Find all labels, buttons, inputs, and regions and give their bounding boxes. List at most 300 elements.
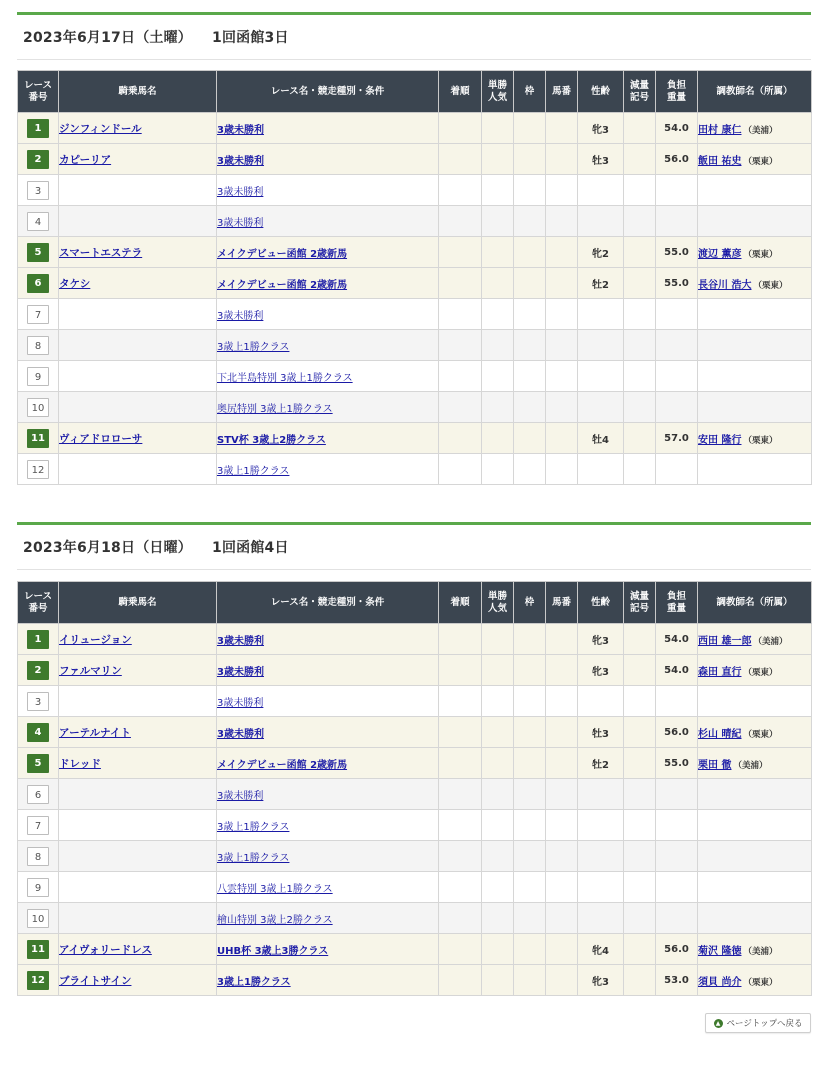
- race-link[interactable]: 3歳未勝利: [217, 155, 264, 167]
- trainer-affiliation: （栗東）: [743, 977, 778, 988]
- race-link[interactable]: 奥尻特別 3歳上1勝クラス: [217, 403, 333, 415]
- race-number-badge: 7: [27, 816, 49, 835]
- popularity-cell: [482, 841, 514, 872]
- race-cell: [217, 454, 439, 485]
- header-weight: [656, 71, 698, 113]
- trainer-cell: [698, 717, 812, 748]
- trainer-cell: [698, 268, 812, 299]
- popularity-cell: [482, 717, 514, 748]
- reduction-cell: [624, 144, 656, 175]
- finish-cell: [439, 872, 482, 903]
- waku-cell: [514, 330, 546, 361]
- trainer-affiliation: （栗東）: [743, 249, 778, 260]
- waku-cell: [514, 686, 546, 717]
- finish-cell: [439, 934, 482, 965]
- finish-cell: [439, 717, 482, 748]
- trainer-affiliation: （美浦）: [743, 125, 778, 136]
- header-race-no: [18, 582, 59, 624]
- trainer-affiliation: （栗東）: [753, 280, 788, 291]
- race-link[interactable]: 3歳未勝利: [217, 697, 264, 709]
- header-reduction-text: 減量: [629, 79, 649, 91]
- header-trainer-text: 調教師名（所属）: [716, 85, 793, 97]
- race-row: [18, 144, 812, 175]
- horse-link[interactable]: アイヴォリードレス: [59, 943, 152, 956]
- race-cell: [217, 268, 439, 299]
- finish-cell: [439, 268, 482, 299]
- race-number-cell: [18, 113, 59, 144]
- horse-cell: [59, 934, 217, 965]
- race-row: [18, 686, 812, 717]
- sex-age-cell: 牝3: [578, 965, 624, 996]
- race-link[interactable]: 3歳未勝利: [217, 728, 264, 740]
- sex-age-cell: 牡3: [578, 144, 624, 175]
- race-row: [18, 268, 812, 299]
- trainer-affiliation: （栗東）: [743, 435, 778, 446]
- horse-cell: [59, 965, 217, 996]
- trainer-link[interactable]: 森田 直行: [698, 666, 742, 678]
- header-horse: [59, 71, 217, 113]
- race-row: [18, 872, 812, 903]
- trainer-cell: [698, 841, 812, 872]
- trainer-cell: [698, 624, 812, 655]
- sex-age-cell: [578, 330, 624, 361]
- trainer-link[interactable]: 菊沢 隆徳: [698, 945, 742, 957]
- trainer-cell: [698, 206, 812, 237]
- reduction-cell: [624, 330, 656, 361]
- finish-cell: [439, 655, 482, 686]
- race-number-cell: [18, 144, 59, 175]
- header-waku-text: 枠: [524, 596, 535, 608]
- race-link[interactable]: 八雲特別 3歳上1勝クラス: [217, 883, 333, 895]
- horse-link[interactable]: タケシ: [59, 277, 91, 290]
- popularity-cell: [482, 454, 514, 485]
- finish-cell: [439, 392, 482, 423]
- waku-cell: [514, 299, 546, 330]
- popularity-cell: [482, 330, 514, 361]
- weight-cell: [656, 175, 698, 206]
- waku-cell: [514, 268, 546, 299]
- trainer-cell: [698, 299, 812, 330]
- race-cell: [217, 779, 439, 810]
- header-row: [18, 71, 812, 113]
- sex-age-cell: [578, 810, 624, 841]
- finish-cell: [439, 206, 482, 237]
- sex-age-cell: [578, 686, 624, 717]
- race-cell: [217, 330, 439, 361]
- trainer-affiliation: （美浦）: [753, 636, 788, 647]
- trainer-link[interactable]: 西田 雄一郎: [698, 635, 752, 647]
- waku-cell: [514, 872, 546, 903]
- header-race-no-text: 番号: [28, 602, 48, 614]
- waku-cell: [514, 454, 546, 485]
- umaban-cell: [546, 624, 578, 655]
- umaban-cell: [546, 872, 578, 903]
- trainer-link[interactable]: 須貝 尚介: [698, 976, 742, 988]
- trainer-affiliation: （美浦）: [733, 760, 768, 771]
- weight-cell: [656, 392, 698, 423]
- race-link[interactable]: UHB杯 3歳上3勝クラス: [217, 945, 329, 957]
- horse-link[interactable]: ファルマリン: [59, 664, 122, 677]
- arrow-up-circle-icon: ▲: [714, 1019, 723, 1028]
- race-link[interactable]: 3歳上1勝クラス: [217, 341, 290, 353]
- race-number-cell: [18, 624, 59, 655]
- race-cell: [217, 624, 439, 655]
- day-title: [17, 525, 811, 570]
- race-number-badge: 6: [27, 274, 49, 293]
- weight-cell: 55.0: [656, 748, 698, 779]
- day-date: 2023年6月17日（土曜）: [23, 30, 192, 46]
- popularity-cell: [482, 748, 514, 779]
- popularity-cell: [482, 655, 514, 686]
- reduction-cell: [624, 934, 656, 965]
- race-row: [18, 454, 812, 485]
- race-number-badge: 1: [27, 119, 49, 138]
- popularity-cell: [482, 779, 514, 810]
- sex-age-cell: 牝2: [578, 237, 624, 268]
- race-row: [18, 206, 812, 237]
- reduction-cell: [624, 206, 656, 237]
- finish-cell: [439, 810, 482, 841]
- finish-cell: [439, 841, 482, 872]
- race-number-badge: 11: [27, 940, 49, 959]
- race-link[interactable]: 3歳未勝利: [217, 635, 264, 647]
- trainer-link[interactable]: 栗田 徹: [698, 759, 732, 771]
- horse-link[interactable]: カピーリア: [59, 153, 112, 166]
- waku-cell: [514, 237, 546, 268]
- horse-cell: [59, 175, 217, 206]
- reduction-cell: [624, 454, 656, 485]
- header-horse-text: 騎乗馬名: [118, 596, 157, 608]
- waku-cell: [514, 748, 546, 779]
- horse-cell: [59, 206, 217, 237]
- header-trainer-text: 調教師名（所属）: [716, 596, 793, 608]
- trainer-cell: [698, 810, 812, 841]
- finish-cell: [439, 175, 482, 206]
- sex-age-cell: [578, 454, 624, 485]
- popularity-cell: [482, 392, 514, 423]
- race-row: [18, 237, 812, 268]
- race-number-badge: 9: [27, 367, 49, 386]
- waku-cell: [514, 624, 546, 655]
- horse-link[interactable]: イリュージョン: [59, 633, 132, 646]
- umaban-cell: [546, 655, 578, 686]
- popularity-cell: [482, 965, 514, 996]
- reduction-cell: [624, 965, 656, 996]
- race-link[interactable]: メイクデビュー函館 2歳新馬: [217, 248, 348, 260]
- reduction-cell: [624, 392, 656, 423]
- umaban-cell: [546, 144, 578, 175]
- race-link[interactable]: メイクデビュー函館 2歳新馬: [217, 279, 348, 291]
- header-race-no-text: 番号: [28, 91, 48, 103]
- race-row: [18, 330, 812, 361]
- race-cell: [217, 423, 439, 454]
- weight-cell: 53.0: [656, 965, 698, 996]
- header-umaban-text: 馬番: [551, 85, 571, 97]
- race-number-badge: 4: [27, 212, 49, 231]
- weight-cell: [656, 779, 698, 810]
- trainer-cell: [698, 934, 812, 965]
- trainer-cell: [698, 113, 812, 144]
- horse-cell: [59, 268, 217, 299]
- sex-age-cell: 牡3: [578, 717, 624, 748]
- race-number-badge: 1: [27, 630, 49, 649]
- trainer-affiliation: （栗東）: [743, 156, 778, 167]
- race-row: [18, 113, 812, 144]
- race-link[interactable]: 檜山特別 3歳上2勝クラス: [217, 914, 333, 926]
- header-reduction-text: 減量: [629, 590, 649, 602]
- race-link[interactable]: 3歳上1勝クラス: [217, 852, 290, 864]
- weight-cell: [656, 903, 698, 934]
- race-link[interactable]: 3歳未勝利: [217, 217, 264, 229]
- day-date: 2023年6月18日（日曜）: [23, 540, 192, 556]
- trainer-link[interactable]: 安田 隆行: [698, 434, 742, 446]
- race-number-cell: [18, 268, 59, 299]
- umaban-cell: [546, 717, 578, 748]
- weight-cell: [656, 686, 698, 717]
- waku-cell: [514, 206, 546, 237]
- header-finish-text: 着順: [450, 85, 470, 97]
- popularity-cell: [482, 361, 514, 392]
- race-cell: [217, 717, 439, 748]
- weight-cell: [656, 841, 698, 872]
- sex-age-cell: 牝3: [578, 655, 624, 686]
- trainer-cell: [698, 361, 812, 392]
- header-weight: [656, 582, 698, 624]
- trainer-cell: [698, 965, 812, 996]
- race-cell: [217, 392, 439, 423]
- reduction-cell: [624, 299, 656, 330]
- race-link[interactable]: メイクデビュー函館 2歳新馬: [217, 759, 348, 771]
- race-link[interactable]: 3歳未勝利: [217, 186, 264, 198]
- race-number-cell: [18, 392, 59, 423]
- finish-cell: [439, 113, 482, 144]
- header-row: [18, 582, 812, 624]
- race-number-badge: 3: [27, 692, 49, 711]
- waku-cell: [514, 934, 546, 965]
- race-number-cell: [18, 717, 59, 748]
- popularity-cell: [482, 113, 514, 144]
- race-number-cell: [18, 934, 59, 965]
- trainer-cell: [698, 237, 812, 268]
- popularity-cell: [482, 268, 514, 299]
- sex-age-cell: 牡2: [578, 748, 624, 779]
- finish-cell: [439, 330, 482, 361]
- reduction-cell: [624, 717, 656, 748]
- header-reduction: [624, 71, 656, 113]
- race-cell: [217, 872, 439, 903]
- umaban-cell: [546, 423, 578, 454]
- sex-age-cell: [578, 779, 624, 810]
- header-reduction: [624, 582, 656, 624]
- header-horse-text: 騎乗馬名: [118, 85, 157, 97]
- race-cell: [217, 113, 439, 144]
- race-number-badge: 9: [27, 878, 49, 897]
- race-cell: [217, 934, 439, 965]
- reduction-cell: [624, 779, 656, 810]
- sex-age-cell: 牡2: [578, 268, 624, 299]
- race-number-cell: [18, 423, 59, 454]
- sex-age-cell: 牝3: [578, 624, 624, 655]
- finish-cell: [439, 624, 482, 655]
- reduction-cell: [624, 423, 656, 454]
- race-row: [18, 392, 812, 423]
- weight-cell: [656, 330, 698, 361]
- horse-cell: [59, 330, 217, 361]
- horse-cell: [59, 392, 217, 423]
- horse-link[interactable]: スマートエステラ: [59, 246, 143, 259]
- weight-cell: 55.0: [656, 268, 698, 299]
- trainer-link[interactable]: 飯田 祐史: [698, 155, 742, 167]
- trainer-link[interactable]: 長谷川 浩大: [698, 279, 752, 291]
- header-sex-age-text: 性齢: [590, 85, 610, 97]
- race-number-cell: [18, 779, 59, 810]
- race-row: [18, 841, 812, 872]
- race-link[interactable]: 3歳未勝利: [217, 124, 264, 136]
- race-link[interactable]: 3歳上1勝クラス: [217, 465, 290, 477]
- race-link[interactable]: 下北半島特別 3歳上1勝クラス: [217, 372, 353, 384]
- finish-cell: [439, 686, 482, 717]
- day-meeting: 1回函館3日: [212, 30, 289, 46]
- race-number-cell: [18, 454, 59, 485]
- sex-age-cell: [578, 299, 624, 330]
- trainer-link[interactable]: 田村 康仁: [698, 124, 742, 136]
- popularity-cell: [482, 624, 514, 655]
- race-number-badge: 5: [27, 243, 49, 262]
- race-cell: [217, 655, 439, 686]
- umaban-cell: [546, 361, 578, 392]
- day-meeting: 1回函館4日: [212, 540, 289, 556]
- horse-link[interactable]: ドレッド: [59, 757, 101, 770]
- race-link[interactable]: 3歳上1勝クラス: [217, 821, 290, 833]
- race-row: [18, 903, 812, 934]
- reduction-cell: [624, 903, 656, 934]
- trainer-affiliation: （栗東）: [743, 729, 778, 740]
- trainer-link[interactable]: 杉山 晴紀: [698, 728, 742, 740]
- horse-cell: [59, 299, 217, 330]
- race-number-badge: 6: [27, 785, 49, 804]
- race-cell: [217, 965, 439, 996]
- race-link[interactable]: STV杯 3歳上2勝クラス: [217, 434, 326, 446]
- race-number-badge: 10: [27, 909, 49, 928]
- finish-cell: [439, 361, 482, 392]
- header-popularity-text: 人気: [487, 602, 507, 614]
- race-number-cell: [18, 361, 59, 392]
- race-row: [18, 934, 812, 965]
- day-section-1: [17, 12, 811, 60]
- trainer-affiliation: （美浦）: [743, 946, 778, 957]
- race-cell: [217, 206, 439, 237]
- trainer-cell: [698, 903, 812, 934]
- race-cell: [217, 841, 439, 872]
- race-cell: [217, 144, 439, 175]
- race-number-badge: 10: [27, 398, 49, 417]
- race-row: [18, 624, 812, 655]
- reduction-cell: [624, 810, 656, 841]
- popularity-cell: [482, 686, 514, 717]
- reduction-cell: [624, 113, 656, 144]
- horse-link[interactable]: ブライトサイン: [59, 974, 132, 987]
- popularity-cell: [482, 237, 514, 268]
- header-race-no-text: レース: [23, 79, 53, 91]
- horse-cell: [59, 748, 217, 779]
- waku-cell: [514, 361, 546, 392]
- weight-cell: [656, 872, 698, 903]
- race-link[interactable]: 3歳未勝利: [217, 310, 264, 322]
- popularity-cell: [482, 934, 514, 965]
- finish-cell: [439, 237, 482, 268]
- race-number-cell: [18, 965, 59, 996]
- horse-cell: [59, 423, 217, 454]
- race-number-badge: 12: [27, 460, 49, 479]
- header-race-no: [18, 71, 59, 113]
- horse-cell: [59, 903, 217, 934]
- horse-link[interactable]: ヴィアドロローサ: [59, 432, 143, 445]
- race-row: [18, 423, 812, 454]
- header-umaban: [546, 582, 578, 624]
- race-cell: [217, 748, 439, 779]
- umaban-cell: [546, 175, 578, 206]
- trainer-cell: [698, 423, 812, 454]
- waku-cell: [514, 717, 546, 748]
- page-top-button[interactable]: [705, 1013, 811, 1033]
- race-number-cell: [18, 872, 59, 903]
- header-weight-text: 重量: [666, 602, 686, 614]
- sex-age-cell: [578, 872, 624, 903]
- horse-cell: [59, 113, 217, 144]
- header-reduction-text: 記号: [629, 602, 649, 614]
- header-umaban: [546, 71, 578, 113]
- race-cell: [217, 810, 439, 841]
- umaban-cell: [546, 965, 578, 996]
- finish-cell: [439, 423, 482, 454]
- umaban-cell: [546, 237, 578, 268]
- race-cell: [217, 686, 439, 717]
- weight-cell: 56.0: [656, 717, 698, 748]
- umaban-cell: [546, 686, 578, 717]
- trainer-link[interactable]: 渡辺 薫彦: [698, 248, 742, 260]
- race-link[interactable]: 3歳上1勝クラス: [217, 976, 291, 988]
- header-finish: [439, 582, 482, 624]
- finish-cell: [439, 454, 482, 485]
- header-weight-text: 重量: [666, 91, 686, 103]
- horse-link[interactable]: アーテルナイト: [59, 726, 131, 739]
- weight-cell: [656, 810, 698, 841]
- race-number-badge: 12: [27, 971, 49, 990]
- trainer-cell: [698, 144, 812, 175]
- trainer-affiliation: （栗東）: [743, 667, 778, 678]
- race-link[interactable]: 3歳未勝利: [217, 790, 264, 802]
- horse-link[interactable]: ジンフィンドール: [59, 122, 142, 135]
- trainer-cell: [698, 454, 812, 485]
- weight-cell: 56.0: [656, 934, 698, 965]
- race-cell: [217, 299, 439, 330]
- race-number-cell: [18, 206, 59, 237]
- race-number-cell: [18, 330, 59, 361]
- race-number-badge: 8: [27, 336, 49, 355]
- waku-cell: [514, 903, 546, 934]
- race-row: [18, 965, 812, 996]
- race-row: [18, 810, 812, 841]
- trainer-cell: [698, 748, 812, 779]
- finish-cell: [439, 903, 482, 934]
- race-link[interactable]: 3歳未勝利: [217, 666, 264, 678]
- horse-cell: [59, 624, 217, 655]
- umaban-cell: [546, 810, 578, 841]
- waku-cell: [514, 144, 546, 175]
- finish-cell: [439, 299, 482, 330]
- umaban-cell: [546, 903, 578, 934]
- header-popularity: [482, 71, 514, 113]
